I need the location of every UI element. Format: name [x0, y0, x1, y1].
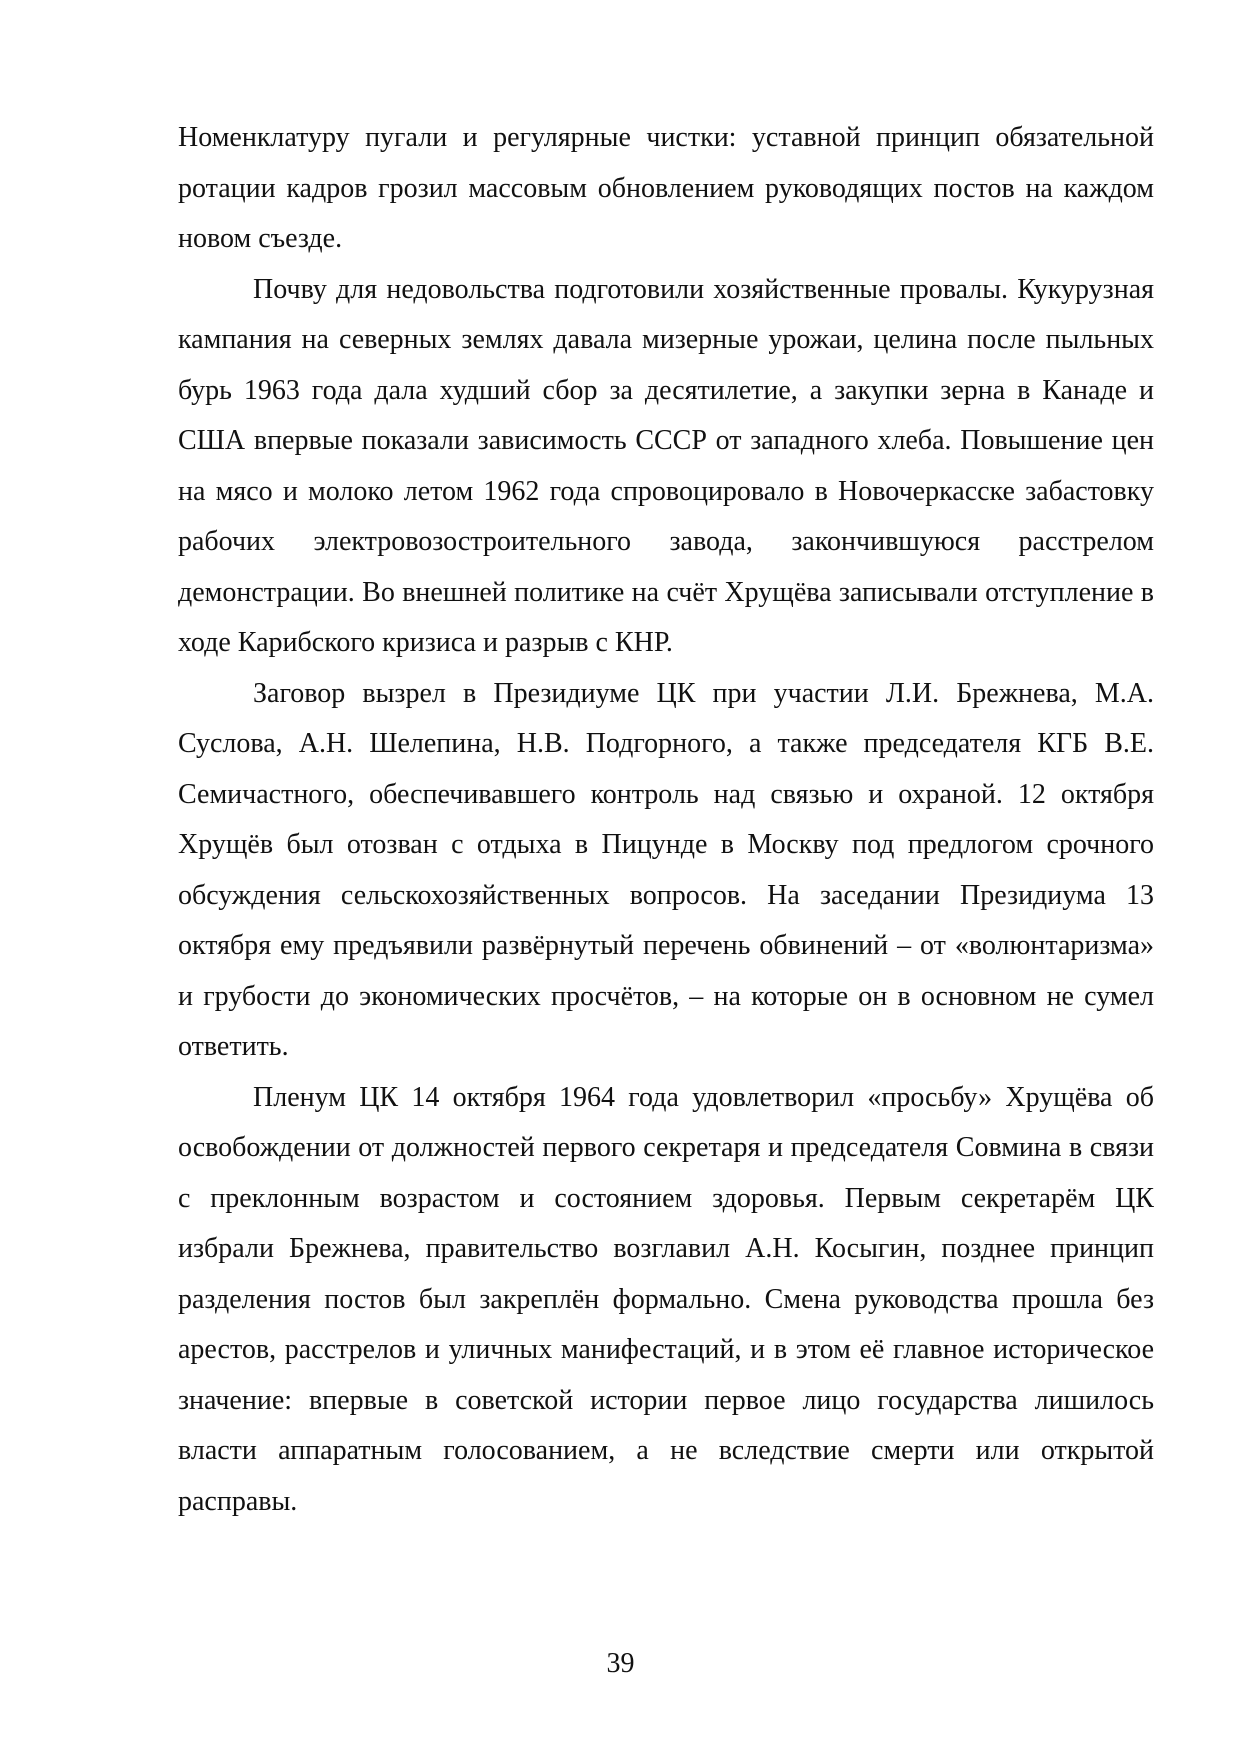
page-number: 39 [606, 1648, 635, 1679]
paragraph-3: Заговор вызрел в Президиуме ЦК при участии Л.И. Брежнева, М.А. Суслова, А.Н. Шелепина, Н.В. Подгорного, а также председателя КГБ В.Е. Семичастного, обеспечивавшего контроль над связью и охраной. 12 октября Хрущёв был отозван с отдыха в Пицунде в Москву под предлогом срочного обсуждения сельскохозяйственных вопросов. На заседании Президиума 13 октября ему предъявили развёрнутый перечень обвинений – от «волюнтаризма» и грубости до экономических просчётов, – на которые он в основном не сумел ответить. [178, 677, 1154, 1062]
body-text [178, 113, 1154, 1527]
paragraph-4: Пленум ЦК 14 октября 1964 года удовлетворил «просьбу» Хрущёва об освобождении от должностей первого секретаря и председателя Совмина в связи с преклонным возрастом и состоянием здоровья. Первым секретарём ЦК избрали Брежнева, правительство возглавил А.Н. Косыгин, позднее принцип разделения постов был закреплён формально. Смена руководства прошла без арестов, расстрелов и уличных манифестаций, и в этом её главное историческое значение: впервые в советской истории первое лицо государства лишилось власти аппаратным голосованием, а не вследствие смерти или открытой расправы. [178, 1081, 1154, 1517]
paragraph-1: Номенклатуру пугали и регулярные чистки: уставной принцип обязательной ротации кадров грозил массовым обновлением руководящих постов на каждом новом съезде. [178, 122, 1154, 254]
paragraph-2: Почву для недовольства подготовили хозяйственные провалы. Кукурузная кампания на северных землях давала мизерные урожаи, целина после пыльных бурь 1963 года дала худший сбор за десятилетие, а закупки зерна в Канаде и США впервые показали зависимость СССР от западного хлеба. Повышение цен на мясо и молоко летом 1962 года спровоцировало в Новочеркасске забастовку рабочих электровозостроительного завода, закончившуюся расстрелом демонстрации. Во внешней политике на счёт Хрущёва записывали отступление в ходе Карибского кризиса и разрыв с КНР. [178, 273, 1154, 658]
